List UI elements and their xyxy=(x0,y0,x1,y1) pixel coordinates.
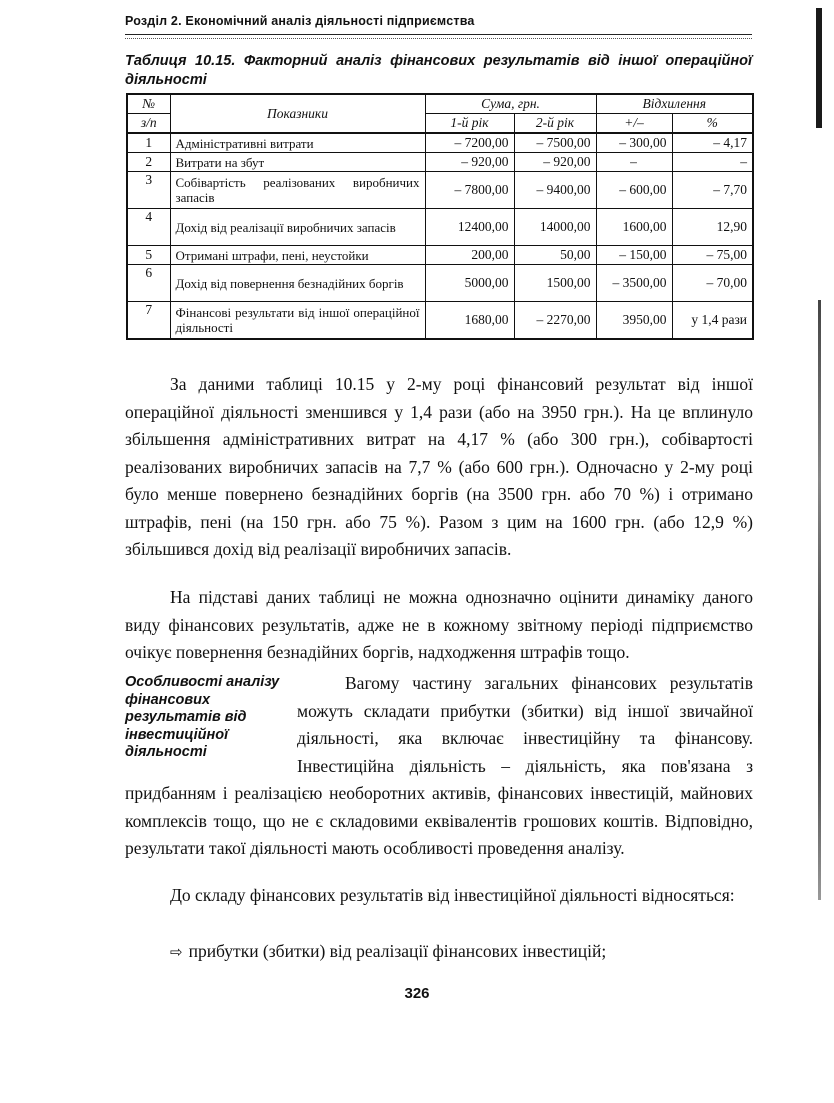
row-num: 7 xyxy=(127,302,170,340)
row-name: Дохід від реалізації виробничих запасів xyxy=(170,209,425,246)
row-name: Собівартість реалізованих виробничих запасів xyxy=(170,172,425,209)
header-year1: 1-й рік xyxy=(425,114,514,134)
table-caption xyxy=(125,52,752,90)
header-abs: +/– xyxy=(596,114,672,134)
row-pct: – 70,00 xyxy=(672,265,753,302)
header-pct: % xyxy=(672,114,753,134)
table-row xyxy=(127,209,753,246)
row-year1: 5000,00 xyxy=(425,265,514,302)
factor-analysis-table xyxy=(126,93,754,340)
row-year1: 1680,00 xyxy=(425,302,514,340)
row-year2: 14000,00 xyxy=(514,209,596,246)
row-pct: 12,90 xyxy=(672,209,753,246)
row-abs: – 3500,00 xyxy=(596,265,672,302)
arrow-right-icon: ⇨ xyxy=(170,943,183,961)
row-abs: 1600,00 xyxy=(596,209,672,246)
row-abs: – 150,00 xyxy=(596,246,672,265)
row-year1: 200,00 xyxy=(425,246,514,265)
header-indicators: Показники xyxy=(170,94,425,133)
row-year2: – 9400,00 xyxy=(514,172,596,209)
header-deviation-group: Відхилення xyxy=(596,94,753,114)
row-name: Дохід від повернення безнадійних боргів xyxy=(170,265,425,302)
header-sum-group: Сума, грн. xyxy=(425,94,596,114)
row-abs: – 600,00 xyxy=(596,172,672,209)
margin-heading: Особливості аналізу фінансових результатів від інвестиційної діяльності xyxy=(125,674,280,760)
row-pct: у 1,4 рази xyxy=(672,302,753,340)
row-num: 5 xyxy=(127,246,170,265)
row-pct: – 75,00 xyxy=(672,246,753,265)
row-name: Фінансові результати від іншої операційної діяльності xyxy=(170,302,425,340)
row-abs: – 300,00 xyxy=(596,133,672,153)
paragraph-text: За даними таблиці 10.15 у 2-му році фінансовий результат від іншої операційної діяльності зменшився у 1,4 рази (або на 3950 грн.). На це вплинуло збільшення адміністративних витрат на 4,17 % (або 300 грн.), собівартості реалізованих виробничих запасів на 7,7 % (або 600 грн.). Одночасно у 2-му році було менше повернено безнадійних боргів (на 3500 грн. або 70 %) і отримано штрафів, пені (на 150 грн. або 75 %). Разом з цим на 1600 грн. (або 12,9 %) збільшився дохід від реалізації виробничих запасів. xyxy=(125,374,753,559)
row-name: Отримані штрафи, пені, неустойки xyxy=(170,246,425,265)
row-num: 6 xyxy=(127,265,170,302)
row-year2: 1500,00 xyxy=(514,265,596,302)
row-pct: – xyxy=(672,153,753,172)
table-row xyxy=(127,265,753,302)
list-item-text: прибутки (збитки) від реалізації фінансових інвестицій; xyxy=(188,941,607,961)
header-rule xyxy=(125,34,752,35)
row-year2: 50,00 xyxy=(514,246,596,265)
table-caption-title: Факторний аналіз фінансових результатів від іншої операційної діяльності xyxy=(125,53,752,88)
table-caption-label: Таблиця 10.15. xyxy=(125,53,236,69)
row-pct: – 7,70 xyxy=(672,172,753,209)
row-name: Адміністративні витрати xyxy=(170,133,425,153)
header-num: № xyxy=(127,94,170,114)
table-row xyxy=(127,133,753,153)
row-name: Витрати на збут xyxy=(170,153,425,172)
row-year1: 12400,00 xyxy=(425,209,514,246)
header-rule-dotted xyxy=(125,38,752,39)
row-abs: 3950,00 xyxy=(596,302,672,340)
row-year1: – 7200,00 xyxy=(425,133,514,153)
table-row xyxy=(127,302,753,340)
paragraph-text: До складу фінансових результатів від інвестиційної діяльності відносяться: xyxy=(170,885,735,905)
paragraph-text: На підставі даних таблиці не можна однозначно оцінити динаміку даного виду фінансових результатів, адже не в кожному звітному періоді підприємство очікує повернення безнадійних боргів, надходження штрафів тощо. xyxy=(125,587,753,662)
row-year2: – 2270,00 xyxy=(514,302,596,340)
row-year1: – 920,00 xyxy=(425,153,514,172)
table-row xyxy=(127,153,753,172)
row-num: 4 xyxy=(127,209,170,246)
row-num: 2 xyxy=(127,153,170,172)
section-investment xyxy=(125,670,753,863)
row-pct: – 4,17 xyxy=(672,133,753,153)
header-num-bottom: з/п xyxy=(127,114,170,134)
header-year2: 2-й рік xyxy=(514,114,596,134)
paragraph-text: Вагому частину загальних фінансових результатів можуть складати прибутки (збитки) від іншої звичайної діяльності, яка включає інвестиційну та фінансову. Інвестиційна діяльність – діяльність, яка пов'язана з придбанням і реалізацією необоротних активів, фінансових інвестицій, майнових комплексів тощо, що не є складовими еквівалентів грошових коштів. Відповідно, результати такої діяльності мають особливості проведення аналізу. xyxy=(125,673,753,858)
scan-edge-shadow xyxy=(816,8,822,128)
table-row xyxy=(127,246,753,265)
row-abs: – xyxy=(596,153,672,172)
row-year2: – 920,00 xyxy=(514,153,596,172)
running-header: Розділ 2. Економічний аналіз діяльності підприємства xyxy=(125,14,475,28)
row-year1: – 7800,00 xyxy=(425,172,514,209)
row-num: 3 xyxy=(127,172,170,209)
scan-edge-shadow xyxy=(818,300,821,900)
paragraph-list-intro xyxy=(125,882,753,910)
table-row xyxy=(127,172,753,209)
page-number: 326 xyxy=(404,985,430,1002)
row-year2: – 7500,00 xyxy=(514,133,596,153)
list-item xyxy=(170,938,606,967)
paragraph-conclusion xyxy=(125,584,753,667)
paragraph-analysis xyxy=(125,371,753,564)
row-num: 1 xyxy=(127,133,170,153)
